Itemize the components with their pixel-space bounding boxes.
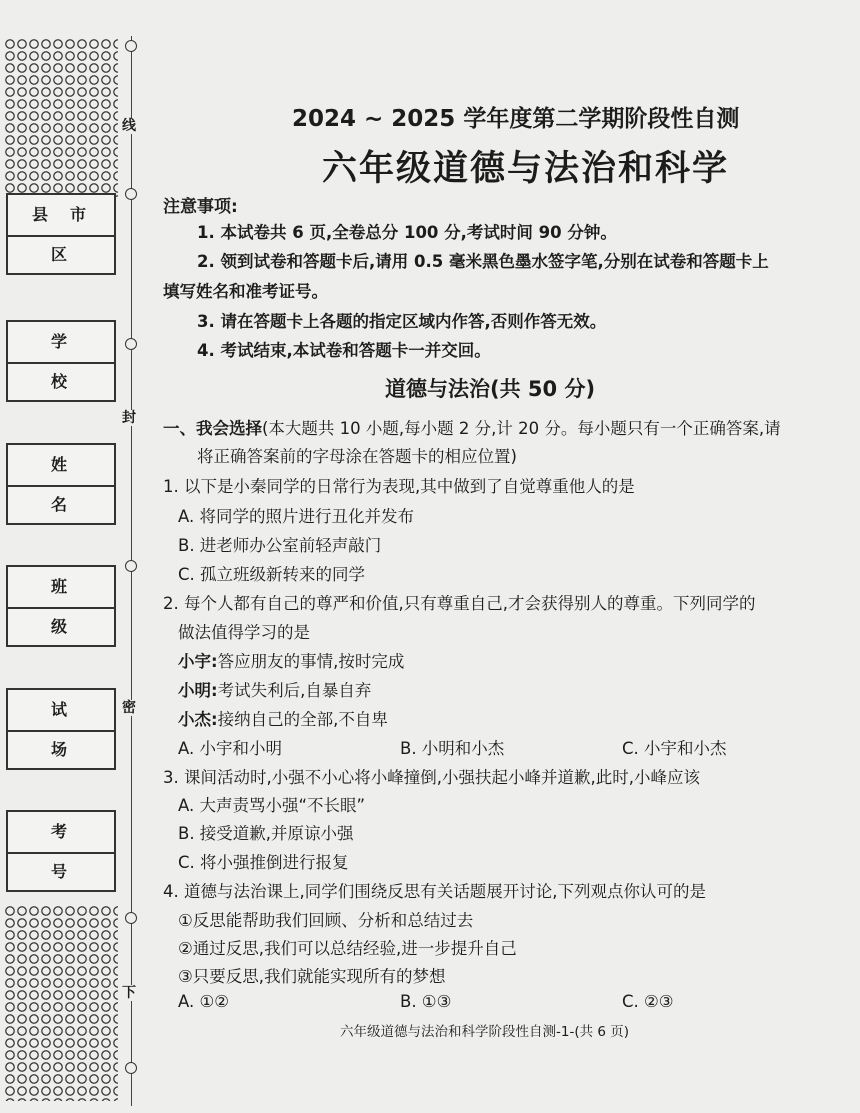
- notice-item-1: 1. 本试卷共 6 页,全卷总分 100 分,考试时间 90 分钟。: [197, 223, 617, 242]
- q4-option-c: C. ②③: [622, 992, 674, 1011]
- binding-char-xia: 下: [122, 985, 136, 1001]
- section-title: 道德与法治(共 50 分): [385, 377, 596, 401]
- q1-option-a: A. 将同学的照片进行丑化并发布: [178, 507, 414, 526]
- exam-title-subject: 六年级道德与法治和科学: [322, 149, 730, 189]
- q3-option-c: C. 将小强推倒进行报复: [178, 853, 349, 872]
- binding-dot-pattern-bottom: [4, 905, 118, 1101]
- field-exam-room-label: 试 场: [8, 690, 114, 732]
- field-class: [6, 565, 116, 647]
- field-class-label: 班 级: [8, 567, 114, 609]
- q4-option-b: B. ①③: [400, 992, 452, 1011]
- q2-person-2-text: 考试失利后,自暴自弃: [217, 681, 372, 700]
- field-county: [6, 193, 116, 275]
- q1-option-c: C. 孤立班级新转来的同学: [178, 565, 366, 584]
- notice-item-4: 4. 考试结束,本试卷和答题卡一并交回。: [197, 341, 491, 360]
- q4-statement-3: ③只要反思,我们就能实现所有的梦想: [178, 967, 446, 986]
- q4-statement-1: ①反思能帮助我们回顾、分析和总结过去: [178, 911, 474, 930]
- q2-option-a: A. 小宇和小明: [178, 739, 282, 758]
- field-name: [6, 443, 116, 525]
- notice-item-2-cont: 填写姓名和准考证号。: [163, 282, 328, 301]
- page-footer: 六年级道德与法治和科学阶段性自测-1-(共 6 页): [340, 1024, 630, 1040]
- q2-stem: 2. 每个人都有自己的尊严和价值,只有尊重自己,才会获得别人的尊重。下列同学的: [163, 594, 756, 613]
- q2-statement-1: [178, 648, 404, 672]
- part1-desc-cont: 将正确答案前的字母涂在答题卡的相应位置): [197, 447, 517, 466]
- binding-hole-icon: [125, 560, 137, 572]
- binding-hole-icon: [125, 188, 137, 200]
- binding-hole-icon: [125, 1062, 137, 1074]
- q4-stem: 4. 道德与法治课上,同学们围绕反思有关话题展开讨论,下列观点你认可的是: [163, 882, 706, 901]
- field-exam-number: [6, 810, 116, 892]
- field-name-label: 姓 名: [8, 445, 114, 487]
- field-county-label: 县市区: [8, 195, 114, 237]
- binding-hole-icon: [125, 912, 137, 924]
- notice-item-2: 2. 领到试卷和答题卡后,请用 0.5 毫米黑色墨水签字笔,分别在试卷和答题卡上: [197, 252, 769, 271]
- binding-hole-icon: [125, 338, 137, 350]
- q2-option-c: C. 小宇和小杰: [622, 739, 727, 758]
- q2-statement-3: [178, 706, 388, 730]
- binding-dot-pattern-top: [4, 38, 118, 198]
- q2-stem-cont: 做法值得学习的是: [178, 623, 310, 642]
- notice-item-3: 3. 请在答题卡上各题的指定区域内作答,否则作答无效。: [197, 312, 607, 331]
- q4-statement-2: ②通过反思,我们可以总结经验,进一步提升自己: [178, 939, 517, 958]
- q1-option-b: B. 进老师办公室前轻声敲门: [178, 536, 382, 555]
- field-exam-number-label: 考 号: [8, 812, 114, 854]
- q2-statement-2: [178, 677, 371, 701]
- field-school-label: 学 校: [8, 322, 114, 364]
- binding-hole-icon: [125, 40, 137, 52]
- field-exam-room: [6, 688, 116, 770]
- q1-stem: 1. 以下是小秦同学的日常行为表现,其中做到了自觉尊重他人的是: [163, 477, 635, 496]
- binding-char-xian: 线: [122, 118, 136, 134]
- binding-char-mi: 密: [122, 700, 136, 716]
- q2-person-3: 小杰:: [178, 710, 218, 729]
- part1-desc: (本大题共 10 小题,每小题 2 分,计 20 分。每小题只有一个正确答案,请: [262, 419, 781, 438]
- notice-heading: 注意事项:: [163, 197, 238, 217]
- q4-option-a: A. ①②: [178, 992, 230, 1011]
- part1-heading: 一、我会选择: [163, 419, 262, 438]
- q2-person-3-text: 接纳自己的全部,不自卑: [217, 710, 388, 729]
- q3-option-a: A. 大声责骂小强“不长眼”: [178, 796, 366, 815]
- q2-person-1-text: 答应朋友的事情,按时完成: [217, 652, 405, 671]
- q2-person-2: 小明:: [178, 681, 218, 700]
- q2-option-b: B. 小明和小杰: [400, 739, 505, 758]
- binding-char-feng: 封: [122, 410, 136, 426]
- q2-person-1: 小宇:: [178, 652, 218, 671]
- part1-instructions: [163, 415, 781, 439]
- exam-title-term: 2024 ~ 2025 学年度第二学期阶段性自测: [292, 106, 740, 132]
- q3-stem: 3. 课间活动时,小强不小心将小峰撞倒,小强扶起小峰并道歉,此时,小峰应该: [163, 768, 700, 787]
- field-school: [6, 320, 116, 402]
- q3-option-b: B. 接受道歉,并原谅小强: [178, 824, 354, 843]
